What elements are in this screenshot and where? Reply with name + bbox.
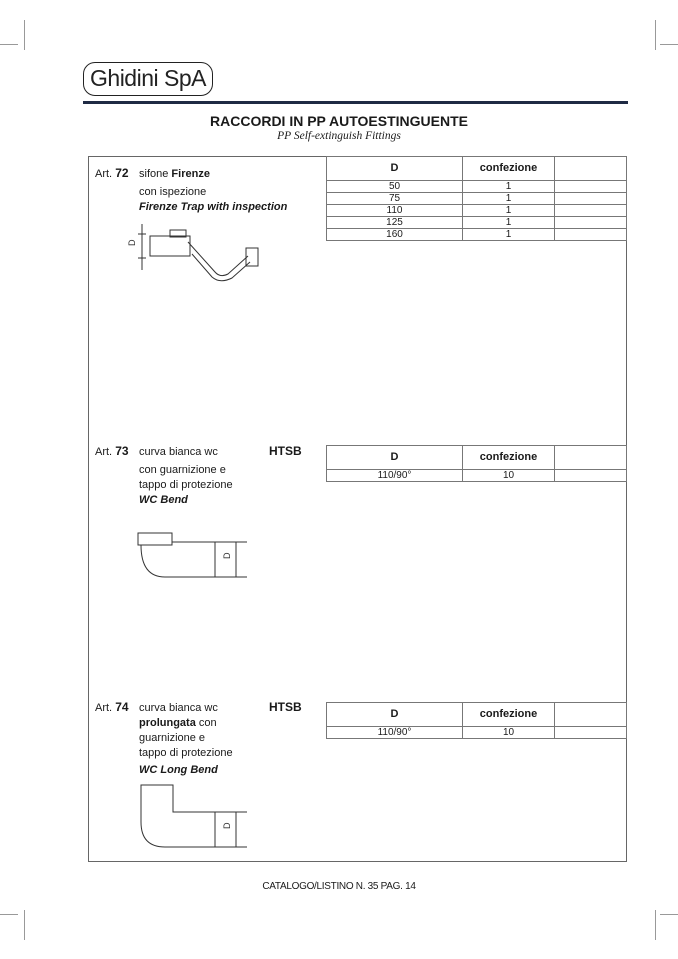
page-title: RACCORDI IN PP AUTOESTINGUENTE xyxy=(210,113,468,129)
table-row: 110/90° 10 xyxy=(327,727,627,739)
article-number: Art. 74 xyxy=(95,700,129,714)
table-row: 110 1 xyxy=(327,205,627,217)
page-subtitle: PP Self-extinguish Fittings xyxy=(277,130,401,142)
table-row: 50 1 xyxy=(327,181,627,193)
brand-label: HTSB xyxy=(269,700,302,714)
brand-label: HTSB xyxy=(269,444,302,458)
article-number: Art. 72 xyxy=(95,166,129,180)
article-description: curva bianca wc con guarnizione e tappo di protezione WC Bend xyxy=(139,446,233,506)
wc-long-bend-drawing xyxy=(135,782,250,852)
wc-bend-drawing xyxy=(135,530,250,580)
company-logo: Ghidini SpA xyxy=(83,62,213,96)
table-row: 75 1 xyxy=(327,193,627,205)
page-footer: CATALOGO/LISTINO N. 35 PAG. 14 xyxy=(262,881,416,892)
table-row: 125 1 xyxy=(327,217,627,229)
article-description: sifone Firenze con ispezione Firenze Trap with inspection xyxy=(139,168,288,213)
article-number: Art. 73 xyxy=(95,444,129,458)
svg-text:D: D xyxy=(222,822,232,829)
article-72-table: D confezione 50 1 75 1 110 1 125 1 160 1 xyxy=(326,156,627,241)
svg-text:D: D xyxy=(127,239,137,246)
table-row: 160 1 xyxy=(327,229,627,241)
svg-text:D: D xyxy=(222,552,232,559)
trap-drawing xyxy=(120,222,270,282)
table-row: 110/90° 10 xyxy=(327,470,627,482)
header-rule xyxy=(83,101,628,104)
article-description: curva bianca wc prolungata con guarnizione e tappo di protezione WC Long Bend xyxy=(139,702,233,776)
article-73-table: D confezione 110/90° 10 xyxy=(326,445,627,482)
article-74-table: D confezione 110/90° 10 xyxy=(326,702,627,739)
